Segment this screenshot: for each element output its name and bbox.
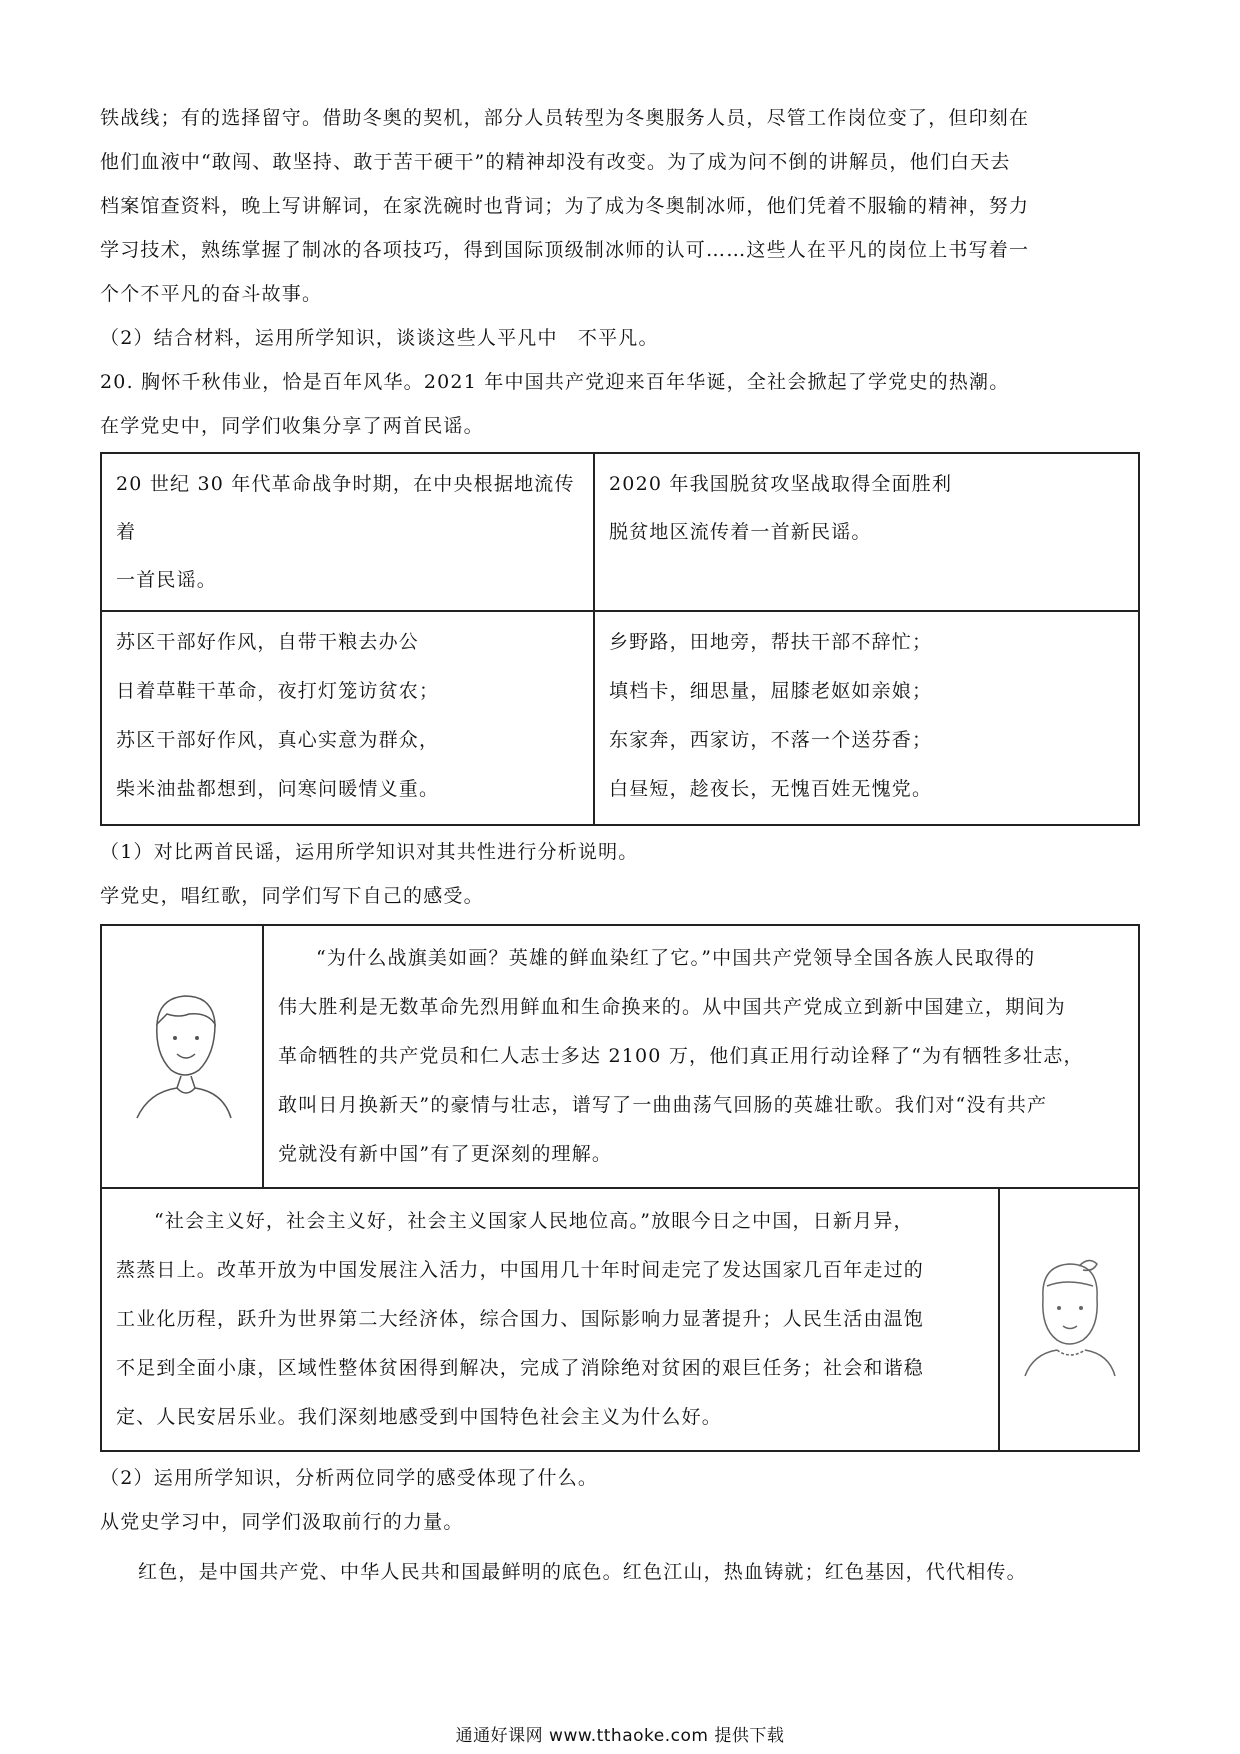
feeling-line: 伟大胜利是无数革命先烈用鲜血和生命换来的。从中国共产党成立到新中国建立，期间为 [278, 996, 1066, 1018]
feeling-line: 敢叫日月换新天”的豪情与壮志，谱写了一曲曲荡气回肠的英雄壮歌。我们对“没有共产 [278, 1094, 1048, 1116]
lyric-line: 填档卡，细思量，屈膝老妪如亲娘； [609, 680, 933, 702]
folk-song-table [100, 452, 1140, 826]
feeling-line: 党就没有新中国”有了更深刻的理解。 [278, 1143, 613, 1165]
intro-line: 个个不平凡的奋斗故事。 [100, 283, 323, 305]
folk-song-body-row [101, 611, 1139, 825]
feeling-line: 工业化历程，跃升为世界第二大经济体，综合国力、国际影响力显著提升；人民生活由温饱 [116, 1308, 925, 1330]
intro-line: 他们血液中“敢闯、敢坚持、敢于苦干硬干”的精神却没有改变。为了成为问不倒的讲解员，他们白天去 [100, 151, 1011, 173]
old-song-lyrics [101, 611, 594, 825]
boy-portrait-icon [127, 984, 237, 1124]
feeling-line: 革命牺牲的共产党员和仁人志士多达 2100 万，他们真正用行动诠释了“为有牺牲多壮志， [278, 1045, 1084, 1067]
intro-line: 档案馆查资料，晚上写讲解词，在家洗碗时也背词；为了成为冬奥制冰师，他们凭着不服输的精神，努力 [100, 195, 1030, 217]
lyric-line: 白昼短，趁夜长，无愧百姓无愧党。 [609, 778, 933, 800]
question-20-subtitle-3: 从党史学习中，同学们汲取前行的力量。 [100, 1511, 464, 1533]
header-line: 一首民谣。 [116, 569, 218, 591]
lyric-line: 苏区干部好作风，真心实意为群众， [116, 729, 440, 751]
header-line: 2020 年我国脱贫攻坚战取得全面胜利 [609, 473, 953, 495]
page-footer: 通通好课网 www.tthaoke.com 提供下载 [455, 1726, 785, 1746]
feeling-line: 蒸蒸日上。改革开放为中国发展注入活力，中国用几十年时间走完了发达国家几百年走过的 [116, 1259, 925, 1281]
red-paragraph: 红色，是中国共产党、中华人民共和国最鲜明的底色。红色江山，热血铸就；红色基因，代代相传。 [138, 1561, 1027, 1583]
girl-feeling-text [101, 1188, 999, 1451]
boy-feeling-text [263, 925, 1139, 1188]
girl-portrait-icon [1017, 1252, 1121, 1382]
lyric-line: 柴米油盐都想到，问寒问暖情义重。 [116, 778, 440, 800]
lyric-line: 日着草鞋干革命，夜打灯笼访贫农； [116, 680, 440, 702]
student-feelings-table [100, 924, 1140, 1452]
question-20-subtitle-2: 学党史，唱红歌，同学们写下自己的感受。 [100, 885, 484, 907]
boy-portrait-cell [101, 925, 263, 1188]
feeling-line: 定、人民安居乐业。我们深刻地感受到中国特色社会主义为什么好。 [116, 1406, 723, 1428]
new-song-header [594, 453, 1139, 611]
question-20-1: （1）对比两首民谣，运用所学知识对其共性进行分析说明。 [100, 841, 639, 863]
lyric-line: 乡野路，田地旁，帮扶干部不辞忙； [609, 631, 933, 653]
intro-line: 铁战线；有的选择留守。借助冬奥的契机，部分人员转型为冬奥服务人员，尽管工作岗位变了，但印刻在 [100, 107, 1030, 129]
header-line: 20 世纪 30 年代革命战争时期，在中央根据地流传着 [116, 473, 575, 543]
new-song-lyrics [594, 611, 1139, 825]
header-line: 脱贫地区流传着一首新民谣。 [609, 521, 872, 543]
old-song-header [101, 453, 594, 611]
lyric-line: 苏区干部好作风，自带干粮去办公 [116, 631, 420, 653]
boy-feeling-row [101, 925, 1139, 1188]
feeling-line: “为什么战旗美如画？英雄的鲜血染红了它。”中国共产党领导全国各族人民取得的 [316, 947, 1036, 969]
intro-line: 学习技术，熟练掌握了制冰的各项技巧，得到国际顶级制冰师的认可……这些人在平凡的岗位上书写着一 [100, 239, 1030, 261]
intro-paragraph [100, 96, 1140, 316]
question-20-2: （2）运用所学知识，分析两位同学的感受体现了什么。 [100, 1467, 599, 1489]
feeling-line: 不足到全面小康，区域性整体贫困得到解决，完成了消除绝对贫困的艰巨任务；社会和谐稳 [116, 1357, 925, 1379]
girl-portrait-cell [999, 1188, 1139, 1451]
lyric-line: 东家奔，西家访，不落一个送芬香； [609, 729, 933, 751]
folk-song-header-row [101, 453, 1139, 611]
question-20-title: 20. 胸怀千秋伟业，恰是百年风华。2021 年中国共产党迎来百年华诞，全社会掀起了学党史的热潮。 [100, 371, 1010, 393]
question-20-subtitle: 在学党史中，同学们收集分享了两首民谣。 [100, 415, 484, 437]
page-content [100, 96, 1140, 1594]
feeling-line: “社会主义好，社会主义好，社会主义国家人民地位高。”放眼今日之中国，日新月异， [154, 1210, 914, 1232]
question-19-2: （2）结合材料，运用所学知识，谈谈这些人平凡中 不平凡。 [100, 327, 659, 349]
girl-feeling-row [101, 1188, 1139, 1451]
